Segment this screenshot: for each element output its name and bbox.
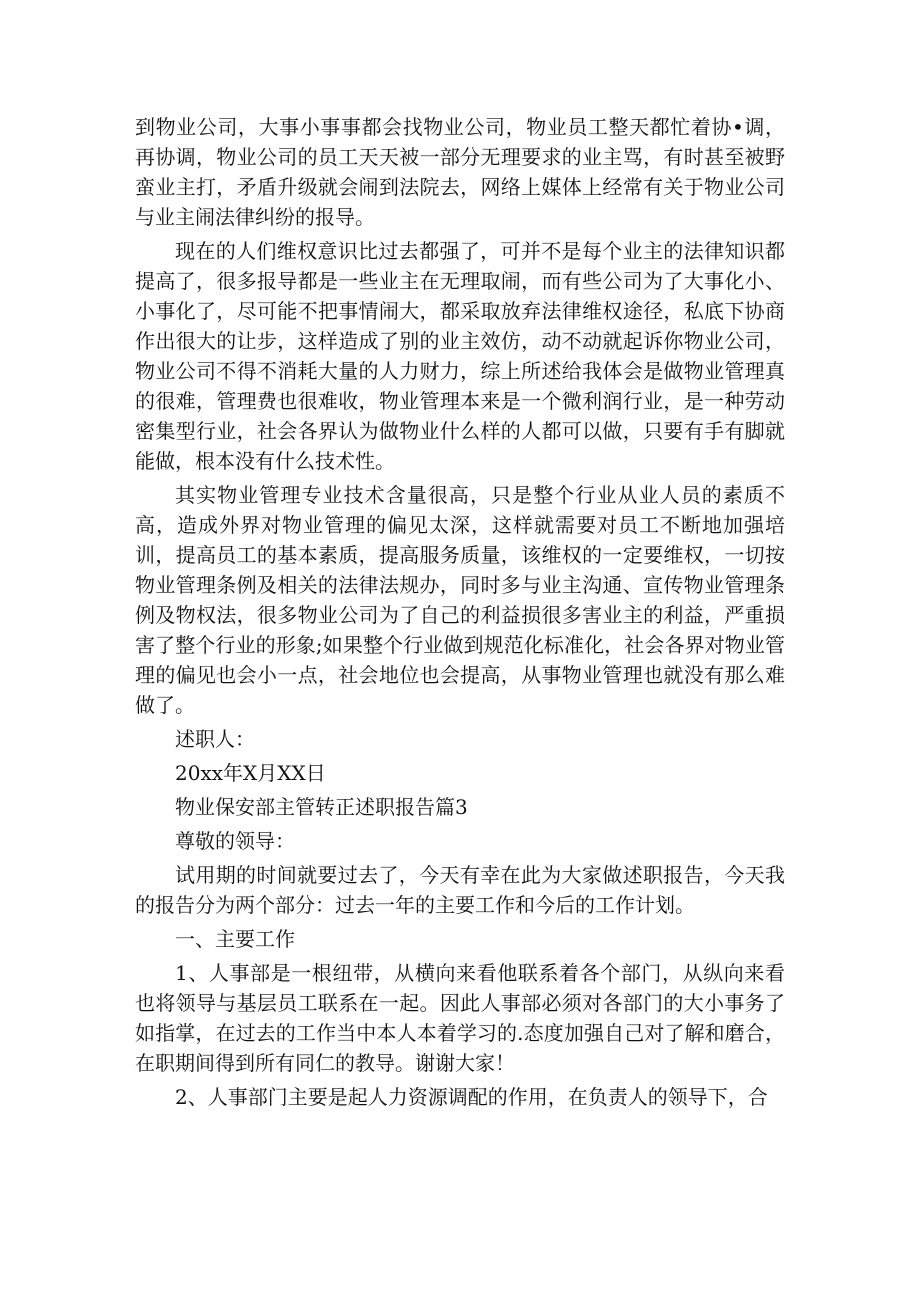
section-heading-main-work: 一、主要工作 (175, 927, 295, 951)
report-date: 20xx年X月XX日 (175, 761, 326, 785)
paragraph-rights-awareness: 现在的人们维权意识比过去都强了，可并不是每个业主的法律知识都提高了，很多报导都是一些业主在无理取闹，而有些公司为了大事化小、小事化了，尽可能不把事情闹大，都采取放弃法律维权途径，私底下协商作出很大的让步，这样造成了别的业主效仿，动不动就起诉你物业公司，物业公司不得不消耗大量的人力财力，综上所述给我体会是做物业管理真的很难，管理费也很难收，物业管理本来是一个微利润行业，是一种劳动密集型行业，社会各界认为做物业什么样的人都可以做，只要有手有脚就能做，根本没有什么技术性。 (135, 239, 785, 473)
document-body (135, 112, 785, 1112)
report-title: 物业保安部主管转正述职报告篇3 (175, 795, 468, 819)
reporter-label: 述职人： (175, 727, 255, 751)
paragraph-intro: 试用期的时间就要过去了，今天有幸在此为大家做述职报告，今天我的报告分为两个部分：过去一年的主要工作和今后的工作计划。 (135, 863, 785, 917)
salutation: 尊敬的领导： (175, 829, 295, 853)
paragraph-item-2: 2、人事部门主要是起人力资源调配的作用，在负责人的领导下，合 (175, 1085, 768, 1109)
paragraph-item-1: 1、人事部是一根纽带，从横向来看他联系着各个部门，从纵向来看也将领导与基层员工联系在一起。因此人事部必须对各部门的大小事务了如指掌，在过去的工作当中本人本着学习的.态度加强自己对了解和磨合，在职期间得到所有同仁的教导。谢谢大家！ (135, 961, 785, 1075)
paragraph-technical-content: 其实物业管理专业技术含量很高，只是整个行业从业人员的素质不高，造成外界对物业管理的偏见太深，这样就需要对员工不断地加强培训，提高员工的基本素质，提高服务质量，该维权的一定要维权，一切按物业管理条例及相关的法律法规办，同时多与业主沟通、宣传物业管理条例及物权法，很多物业公司为了自己的利益损很多害业主的利益，严重损害了整个行业的形象;如果整个行业做到规范化标准化，社会各界对物业管理的偏见也会小一点，社会地位也会提高，从事物业管理也就没有那么难做了。 (135, 483, 785, 717)
paragraph-continuation: 到物业公司，大事小事事都会找物业公司，物业员工整天都忙着协•调，再协调，物业公司的员工天天被一部分无理要求的业主骂，有时甚至被野蛮业主打，矛盾升级就会闹到法院去，网络上媒体上经常有关于物业公司与业主闹法律纠纷的报导。 (135, 115, 785, 229)
